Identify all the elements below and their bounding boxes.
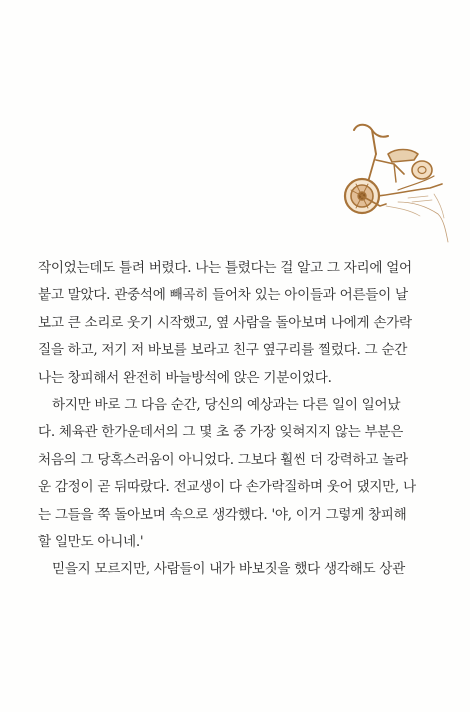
text-line: 붙고 말았다. 관중석에 빼곡히 들어차 있는 아이들과 어른들이 날 [38, 287, 408, 304]
text-line: 는 그들을 쭉 돌아보며 속으로 생각했다. '야, 이거 그렇게 창피해 [38, 506, 407, 523]
body-text [38, 255, 438, 584]
text-line: 할 일만도 아니네.' [38, 533, 144, 550]
text-line: 처음의 그 당혹스러움이 아니었다. 그보다 훨씬 더 강력하고 놀라 [38, 451, 408, 468]
text-line: 질을 하고, 저기 저 바보를 보라고 친구 옆구리를 찔렀다. 그 순간 [38, 342, 408, 359]
paragraph [38, 392, 438, 556]
paragraph [38, 255, 438, 392]
text-line: 작이었는데도 틀려 버렸다. 나는 틀렸다는 걸 알고 그 자리에 얼어 [38, 260, 412, 276]
tricycle-sketch-icon [338, 110, 454, 250]
text-line: 다. 체육관 한가운데서의 그 몇 초 중 가장 잊혀지지 않는 부분은 [38, 424, 404, 441]
text-line: 하지만 바로 그 다음 순간, 당신의 예상과는 다른 일이 일어났 [52, 396, 401, 413]
text-line: 보고 큰 소리로 웃기 시작했고, 옆 사람을 돌아보며 나에게 손가락 [38, 314, 412, 331]
paragraph [38, 556, 438, 583]
text-line: 운 감정이 곧 뒤따랐다. 전교생이 다 손가락질하며 웃어 댔지만, 나 [38, 479, 416, 496]
text-line: 나는 창피해서 완전히 바늘방석에 앉은 기분이었다. [38, 369, 332, 386]
text-line: 믿을지 모르지만, 사람들이 내가 바보짓을 했다 생각해도 상관 [52, 561, 405, 578]
